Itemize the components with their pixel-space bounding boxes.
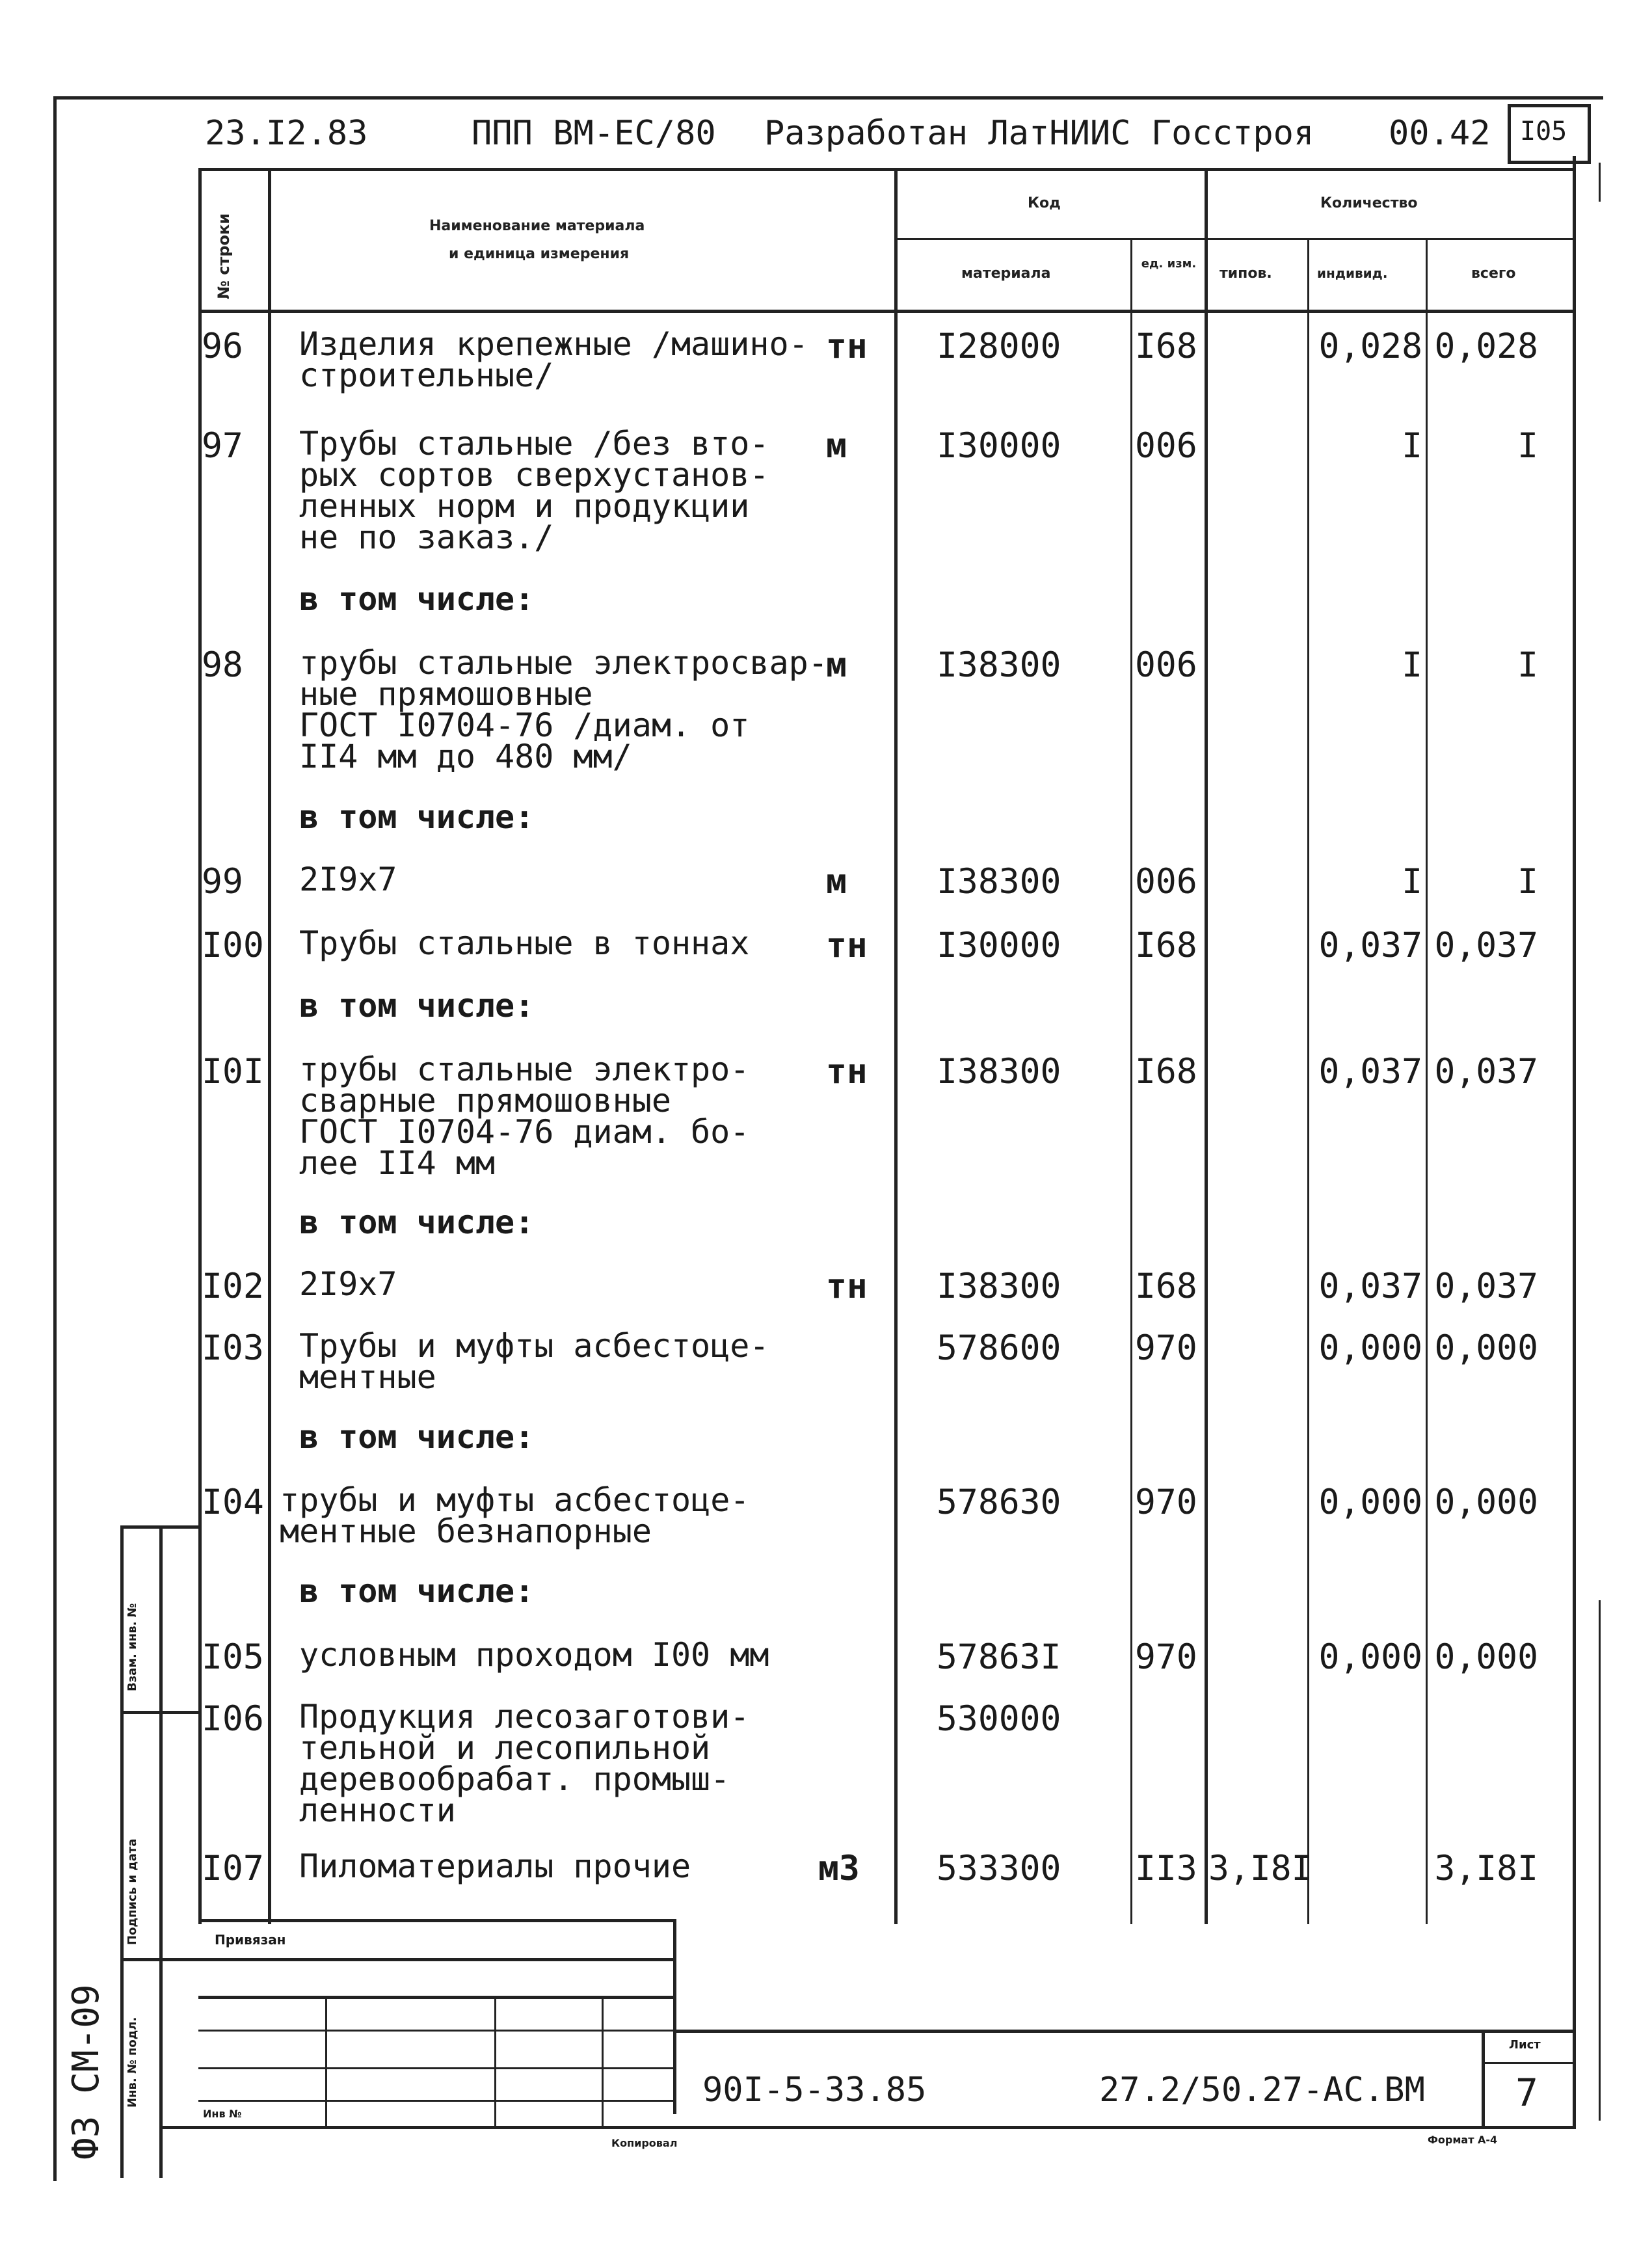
row-number: 97 — [202, 426, 243, 466]
unit-code: 006 — [1135, 645, 1197, 685]
material-name: Трубы стальные в тоннах — [299, 924, 750, 962]
stamp-col-3 — [602, 1996, 604, 2126]
qty-total: 0,037 — [1434, 926, 1538, 965]
material-name: трубы стальные электросвар- ные прямошовные ГОСТ I0704-76 /диам. от II4 мм до 480 мм/ — [299, 644, 828, 775]
unit-of-measure: м — [826, 426, 847, 466]
header-version: 00.42 — [1389, 114, 1491, 153]
qty-individual: I — [1402, 645, 1422, 685]
material-name: Пиломатериалы прочие — [299, 1847, 691, 1885]
qty-individual: 0,037 — [1318, 1052, 1422, 1092]
qty-total: 0,037 — [1434, 1052, 1538, 1092]
unit-code: I68 — [1135, 926, 1197, 965]
col-line-no — [268, 168, 271, 1924]
row-number: I00 — [202, 926, 264, 965]
stamp-doc-code: 90I-5-33.85 — [702, 2071, 927, 2110]
side-stamp-left — [120, 1525, 124, 2178]
unit-code: 970 — [1135, 1328, 1197, 1368]
col-header-row-no: № строки — [215, 213, 233, 299]
stamp-row-2 — [198, 1996, 676, 1999]
subsection-label: в том числе: — [299, 798, 535, 836]
table-top-border — [198, 168, 1576, 171]
col-header-code-material: материала — [961, 265, 1051, 282]
col-line-name — [894, 168, 898, 1924]
qty-total: 3,I8I — [1434, 1849, 1538, 1888]
material-name: Изделия крепежные /машино- строительные/ — [299, 325, 808, 394]
material-code: 533300 — [937, 1849, 1061, 1888]
stamp-row-3 — [198, 2030, 676, 2032]
qty-total: 0,000 — [1434, 1328, 1538, 1368]
row-number: I02 — [202, 1267, 264, 1306]
unit-code: 006 — [1135, 426, 1197, 466]
side-stamp-top — [120, 1525, 202, 1529]
stamp-row-5 — [198, 2100, 676, 2102]
qty-individual: 0,000 — [1318, 1482, 1422, 1522]
col-line-typical — [1307, 238, 1309, 1924]
col-header-individual: индивид. — [1317, 265, 1388, 281]
row-number: I05 — [202, 1637, 264, 1677]
side-stamp-div-1 — [120, 1711, 202, 1714]
material-name: Трубы и муфты асбестоце- ментные — [299, 1327, 769, 1396]
row-number: I07 — [202, 1849, 264, 1888]
unit-code: 006 — [1135, 862, 1197, 902]
col-header-name-1: Наименование материала — [429, 218, 645, 234]
unit-code: I68 — [1135, 327, 1197, 366]
stamp-sheet-no: 7 — [1515, 2071, 1538, 2115]
material-name: 2I9x7 — [299, 861, 397, 898]
unit-code: I68 — [1135, 1052, 1197, 1092]
material-code: I30000 — [937, 926, 1061, 965]
material-name: условным проходом I00 мм — [299, 1636, 769, 1674]
subsection-label: в том числе: — [299, 580, 535, 618]
subsection-label: в том числе: — [299, 987, 535, 1025]
col-header-name-2: и единица измерения — [449, 246, 630, 262]
col-line-material — [1130, 238, 1132, 1924]
material-name: Продукция лесозаготови- тельной и лесопильной деревообрабат. промыш- ленности — [299, 1698, 750, 1829]
subsection-label: в том числе: — [299, 1203, 535, 1241]
material-code: 578630 — [937, 1482, 1061, 1522]
stamp-sheet-label: Лист — [1509, 2038, 1541, 2052]
material-code: I38300 — [937, 645, 1061, 685]
stamp-row-1 — [159, 1958, 676, 1961]
subsection-label: в том числе: — [299, 1418, 535, 1456]
table-header-bottom — [198, 310, 1576, 313]
stamp-row-4 — [198, 2067, 676, 2069]
header-program: ППП ВМ-ЕС/80 — [472, 114, 716, 153]
unit-code: 970 — [1135, 1637, 1197, 1677]
qty-total: 0,028 — [1434, 327, 1538, 366]
material-code: 578600 — [937, 1328, 1061, 1368]
row-number: 99 — [202, 862, 243, 902]
stamp-split — [673, 1919, 676, 2114]
qty-individual: 0,000 — [1318, 1637, 1422, 1677]
side-stamp-mid — [159, 1525, 163, 2178]
unit-of-measure: м — [826, 645, 847, 685]
side-vzam-label: Взам. инв. № — [126, 1603, 139, 1691]
row-number: I03 — [202, 1328, 264, 1368]
col-header-total: всего — [1471, 265, 1516, 282]
header-date: 23.I2.83 — [205, 114, 368, 153]
frame-right-tick — [1599, 163, 1601, 202]
unit-of-measure: тн — [826, 1267, 868, 1306]
qty-individual: 0,037 — [1318, 926, 1422, 965]
table-header-mid — [894, 238, 1575, 240]
corner-mark: I05 — [1520, 116, 1567, 146]
material-name: Трубы стальные /без вто- рых сортов сверхустанов- ленных норм и продукции не по заказ./ — [299, 425, 769, 556]
unit-of-measure: м3 — [818, 1849, 860, 1888]
qty-total: I — [1517, 645, 1538, 685]
side-sign-label: Подпись и дата — [126, 1838, 139, 1945]
stamp-top-left — [198, 1919, 676, 1922]
material-code: 530000 — [937, 1699, 1061, 1739]
stamp-inv-no: Инв № — [203, 2108, 242, 2120]
material-code: I28000 — [937, 327, 1061, 366]
frame-right-tick-lower — [1599, 1600, 1601, 2121]
unit-of-measure: тн — [826, 327, 868, 366]
stamp-sheet-label-line — [1482, 2062, 1576, 2064]
header-developer: Разработан ЛатНИИС Госстроя — [764, 114, 1314, 153]
subsection-label: в том числе: — [299, 1572, 535, 1610]
col-header-quantity: Количество — [1320, 195, 1418, 211]
row-number: 96 — [202, 327, 243, 366]
stamp-format: Формат А-4 — [1428, 2134, 1498, 2146]
corner-box — [1508, 104, 1591, 164]
qty-total: 0,000 — [1434, 1637, 1538, 1677]
row-number: 98 — [202, 645, 243, 685]
qty-individual: I — [1402, 862, 1422, 902]
unit-code: I68 — [1135, 1267, 1197, 1306]
col-header-code: Код — [1028, 195, 1061, 211]
qty-individual: I — [1402, 426, 1422, 466]
unit-code: II3 — [1135, 1849, 1197, 1888]
material-code: I38300 — [937, 1052, 1061, 1092]
unit-of-measure: тн — [826, 926, 868, 965]
stamp-doc-top — [673, 2030, 1576, 2033]
unit-of-measure: м — [826, 862, 847, 902]
material-code: I38300 — [937, 862, 1061, 902]
side-label: ФЗ СМ-09 — [65, 1984, 107, 2160]
col-line-unit — [1205, 168, 1208, 1924]
row-number: I0I — [202, 1052, 264, 1092]
stamp-sheet-divider — [1482, 2030, 1485, 2127]
qty-individual: 0,000 — [1318, 1328, 1422, 1368]
material-code: I30000 — [937, 426, 1061, 466]
stamp-bound: Привязан — [215, 1932, 286, 1948]
frame-right-border — [1573, 156, 1576, 2126]
row-number: I06 — [202, 1699, 264, 1739]
material-name: 2I9x7 — [299, 1265, 397, 1303]
unit-of-measure: тн — [826, 1052, 868, 1092]
qty-individual: 0,037 — [1318, 1267, 1422, 1306]
qty-individual: 0,028 — [1318, 327, 1422, 366]
stamp-col-1 — [325, 1996, 327, 2126]
col-header-typical: типов. — [1219, 265, 1272, 282]
col-header-code-unit: ед. изм. — [1141, 257, 1197, 271]
qty-typical: 3,I8I — [1208, 1849, 1312, 1888]
row-number: I04 — [202, 1482, 264, 1522]
qty-total: 0,037 — [1434, 1267, 1538, 1306]
material-name: трубы и муфты асбестоце- ментные безнапорные — [280, 1481, 750, 1550]
unit-code: 970 — [1135, 1482, 1197, 1522]
qty-total: 0,000 — [1434, 1482, 1538, 1522]
stamp-bottom — [159, 2126, 1576, 2129]
material-name: трубы стальные электро- сварные прямошовные ГОСТ I0704-76 диам. бо- лее II4 мм — [299, 1051, 750, 1182]
material-code: 57863I — [937, 1637, 1061, 1677]
qty-total: I — [1517, 862, 1538, 902]
stamp-sheet-code: 27.2/50.27-АС.ВМ — [1099, 2071, 1425, 2110]
stamp-copied: Копировал — [611, 2137, 678, 2149]
side-inv-label: Инв. № подл. — [126, 2017, 139, 2108]
stamp-col-2 — [494, 1996, 496, 2126]
qty-total: I — [1517, 426, 1538, 466]
material-code: I38300 — [937, 1267, 1061, 1306]
